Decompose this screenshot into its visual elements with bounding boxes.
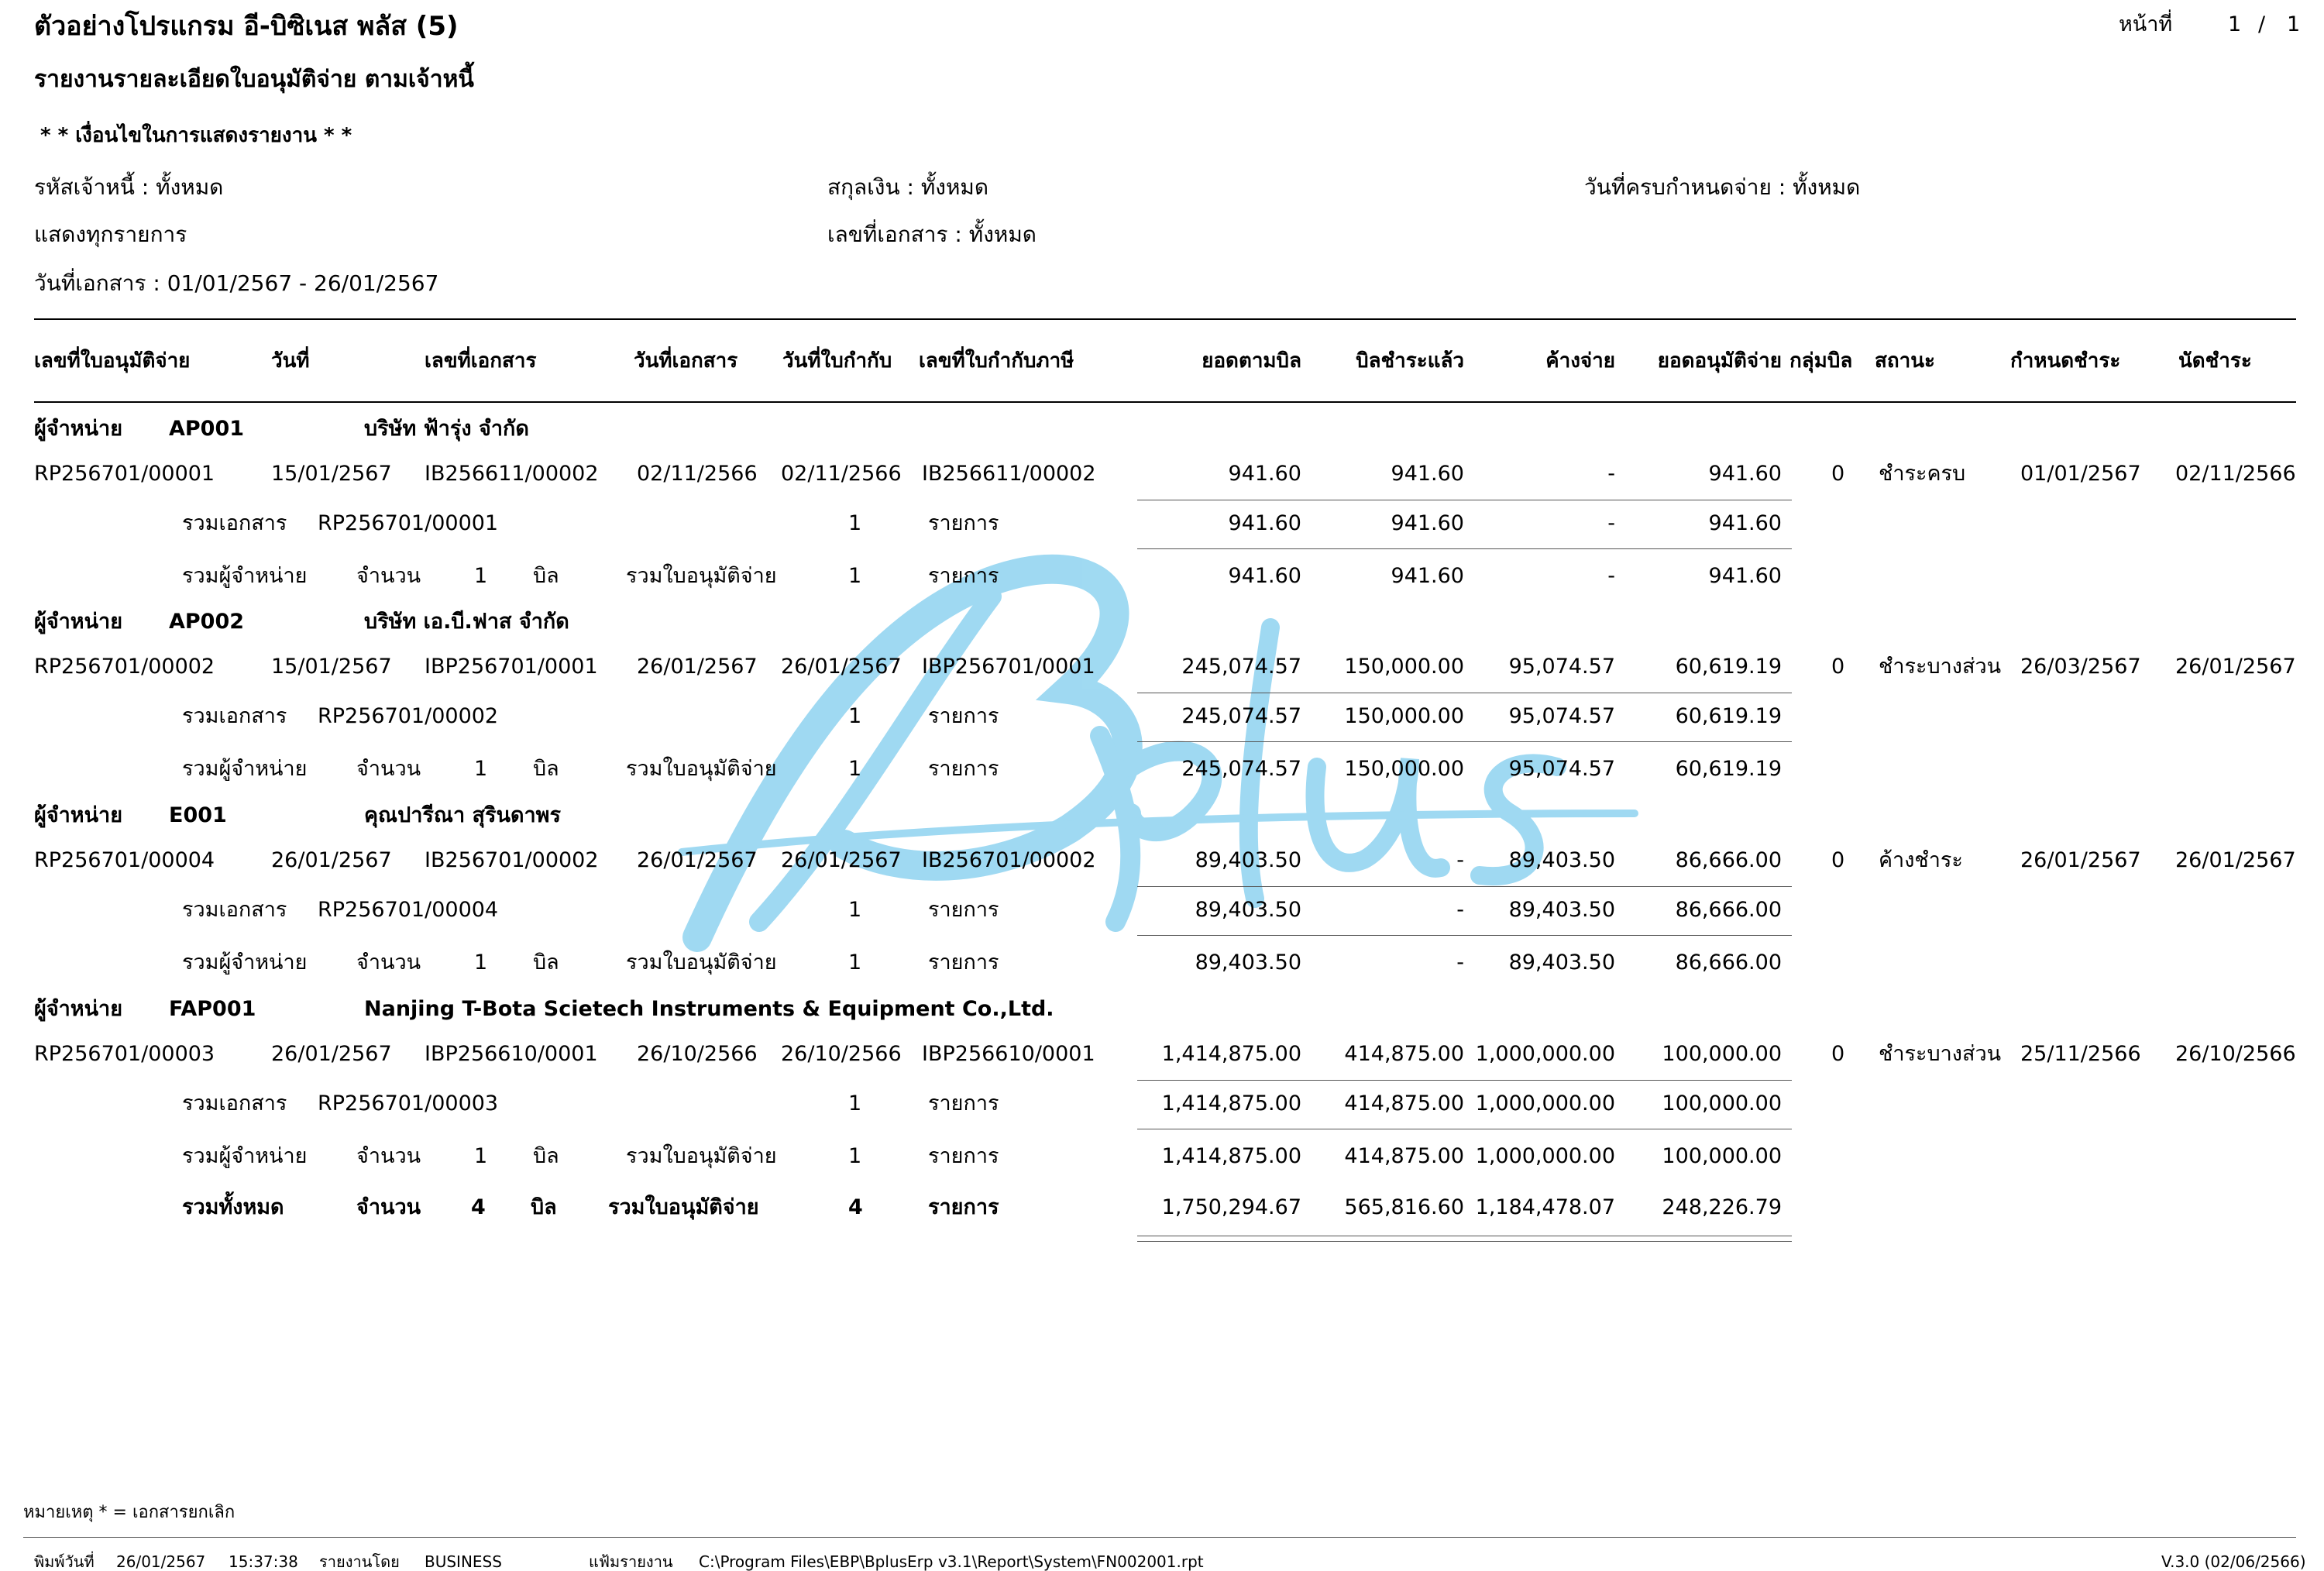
doc-sum-items-label: รายการ bbox=[928, 1091, 999, 1116]
doc-sum-items-label: รายการ bbox=[928, 511, 999, 535]
doc-sum-label: รวมเอกสาร bbox=[182, 898, 287, 922]
supplier-sum-rule bbox=[1137, 935, 1792, 936]
supplier-sum-count-label: จำนวน bbox=[356, 951, 421, 975]
supplier-sum-approve-label: รวมใบอนุมัติจ่าย bbox=[626, 951, 777, 975]
supplier-sum-bills: 1 bbox=[474, 757, 488, 781]
approve-no-cell: RP256701/00004 bbox=[34, 848, 215, 872]
doc-sum-doc: RP256701/00001 bbox=[318, 511, 499, 535]
due-cell: 26/03/2567 bbox=[2020, 655, 2141, 679]
grand-paid: 565,816.60 bbox=[1344, 1195, 1464, 1219]
doc-sum-doc: RP256701/00003 bbox=[318, 1091, 499, 1116]
grand-count-label: จำนวน bbox=[356, 1195, 421, 1219]
approved-cell: 86,666.00 bbox=[1675, 848, 1782, 872]
doc-sum-items-label: รายการ bbox=[928, 704, 999, 728]
filter-currency: สกุลเงิน : ทั้งหมด bbox=[827, 174, 989, 200]
paid-cell: - bbox=[1456, 848, 1464, 872]
group-cell: 0 bbox=[1831, 1042, 1845, 1066]
grand-bill-amount: 1,750,294.67 bbox=[1161, 1195, 1301, 1219]
due-cell: 01/01/2567 bbox=[2020, 462, 2141, 486]
bplus-watermark-logo bbox=[666, 535, 1673, 953]
col-paid: บิลชำระแล้ว bbox=[1356, 349, 1464, 373]
status-cell: ชำระบางส่วน bbox=[1879, 655, 2002, 679]
report-title: รายงานรายละเอียดใบอนุมัติจ่าย ตามเจ้าหนี้ bbox=[34, 66, 474, 93]
supplier-code: AP001 bbox=[169, 417, 245, 441]
doc-sum-count: 1 bbox=[848, 898, 862, 922]
supplier-label: ผู้จำหน่าย bbox=[34, 803, 123, 827]
supplier-code: E001 bbox=[169, 803, 227, 827]
status-cell: ค้างชำระ bbox=[1879, 848, 1963, 872]
supplier-sum-count-label: จำนวน bbox=[356, 1144, 421, 1168]
report-file-path: C:\Program Files\EBP\BplusErp v3.1\Report\System\FN002001.rpt bbox=[699, 1552, 1204, 1571]
doc-sum-paid: - bbox=[1456, 898, 1464, 922]
company-name: ตัวอย่างโปรแกรม อี-บิซิเนส พลัส (5) bbox=[34, 11, 459, 42]
approve-no-cell: RP256701/00003 bbox=[34, 1042, 215, 1066]
supplier-sum-approved: 100,000.00 bbox=[1662, 1144, 1782, 1168]
doc-sum-approved: 941.60 bbox=[1708, 511, 1782, 535]
approve-no-cell: RP256701/00002 bbox=[34, 655, 215, 679]
supplier-sum-items-label: รายการ bbox=[928, 951, 999, 975]
doc-date-cell: 26/01/2567 bbox=[637, 848, 758, 872]
footnote: หมายเหตุ * = เอกสารยกเลิก bbox=[23, 1503, 235, 1522]
doc-no-cell: IB256701/00002 bbox=[425, 848, 599, 872]
page-total: 1 bbox=[2287, 12, 2301, 36]
bill-amount-cell: 1,414,875.00 bbox=[1161, 1042, 1301, 1066]
doc-sum-count: 1 bbox=[848, 1091, 862, 1116]
doc-sum-paid: 150,000.00 bbox=[1344, 704, 1464, 728]
doc-sum-label: รวมเอกสาร bbox=[182, 511, 287, 535]
approved-cell: 941.60 bbox=[1708, 462, 1782, 486]
supplier-label: ผู้จำหน่าย bbox=[34, 417, 123, 441]
supplier-sum-approve-label: รวมใบอนุมัติจ่าย bbox=[626, 1144, 777, 1168]
col-group: กลุ่มบิล bbox=[1789, 349, 1853, 373]
supplier-sum-label: รวมผู้จำหน่าย bbox=[182, 564, 308, 588]
grand-item-count: 4 bbox=[848, 1195, 863, 1219]
supplier-sum-bill-amount: 245,074.57 bbox=[1181, 757, 1301, 781]
col-doc-no: เลขที่เอกสาร bbox=[425, 349, 537, 373]
group-cell: 0 bbox=[1831, 848, 1845, 872]
col-approved: ยอดอนุมัติจ่าย bbox=[1657, 349, 1782, 373]
supplier-sum-paid: 941.60 bbox=[1391, 564, 1464, 588]
doc-sum-outstanding: 1,000,000.00 bbox=[1475, 1091, 1615, 1116]
paid-cell: 150,000.00 bbox=[1344, 655, 1464, 679]
doc-sum-doc: RP256701/00004 bbox=[318, 898, 499, 922]
doc-sum-rule bbox=[1137, 1080, 1792, 1081]
filter-doc-date: วันที่เอกสาร : 01/01/2567 - 26/01/2567 bbox=[34, 270, 439, 296]
col-doc-date: วันที่เอกสาร bbox=[634, 349, 738, 373]
supplier-code: FAP001 bbox=[169, 997, 256, 1021]
supplier-sum-count-label: จำนวน bbox=[356, 564, 421, 588]
grand-total-label: รวมทั้งหมด bbox=[182, 1195, 284, 1219]
doc-no-cell: IBP256701/0001 bbox=[425, 655, 598, 679]
grand-outstanding: 1,184,478.07 bbox=[1475, 1195, 1615, 1219]
doc-sum-bill-amount: 89,403.50 bbox=[1195, 898, 1301, 922]
doc-date-cell: 02/11/2566 bbox=[637, 462, 758, 486]
supplier-sum-approved: 60,619.19 bbox=[1675, 757, 1782, 781]
doc-sum-count: 1 bbox=[848, 704, 862, 728]
supplier-sum-bill-amount: 89,403.50 bbox=[1195, 951, 1301, 975]
filter-doc-no: เลขที่เอกสาร : ทั้งหมด bbox=[827, 222, 1037, 247]
appoint-cell: 26/01/2567 bbox=[2175, 848, 2296, 872]
filter-creditor: รหัสเจ้าหนี้ : ทั้งหมด bbox=[34, 174, 224, 200]
doc-sum-outstanding: - bbox=[1607, 511, 1615, 535]
supplier-sum-outstanding: - bbox=[1607, 564, 1615, 588]
supplier-sum-item-count: 1 bbox=[848, 951, 862, 975]
due-cell: 25/11/2566 bbox=[2020, 1042, 2141, 1066]
supplier-sum-bills: 1 bbox=[474, 951, 488, 975]
bill-amount-cell: 245,074.57 bbox=[1181, 655, 1301, 679]
supplier-sum-count-label: จำนวน bbox=[356, 757, 421, 781]
header-bottom-rule bbox=[34, 401, 2296, 403]
supplier-sum-label: รวมผู้จำหน่าย bbox=[182, 951, 308, 975]
supplier-sum-bill-amount: 1,414,875.00 bbox=[1161, 1144, 1301, 1168]
tax-date-cell: 02/11/2566 bbox=[781, 462, 902, 486]
col-outstanding: ค้างจ่าย bbox=[1545, 349, 1615, 373]
supplier-sum-bills: 1 bbox=[474, 1144, 488, 1168]
page-number: 1 bbox=[2228, 12, 2242, 36]
paid-cell: 414,875.00 bbox=[1344, 1042, 1464, 1066]
doc-sum-outstanding: 89,403.50 bbox=[1508, 898, 1615, 922]
print-time: 15:37:38 bbox=[229, 1552, 298, 1571]
col-bill-amount: ยอดตามบิล bbox=[1202, 349, 1301, 373]
doc-sum-items-label: รายการ bbox=[928, 898, 999, 922]
doc-sum-paid: 414,875.00 bbox=[1344, 1091, 1464, 1116]
supplier-sum-approve-label: รวมใบอนุมัติจ่าย bbox=[626, 757, 777, 781]
supplier-sum-item-count: 1 bbox=[848, 1144, 862, 1168]
report-version: V.3.0 (02/06/2566) bbox=[2161, 1552, 2306, 1571]
col-approve-no: เลขที่ใบอนุมัติจ่าย bbox=[34, 349, 191, 373]
status-cell: ชำระครบ bbox=[1879, 462, 1966, 486]
due-cell: 26/01/2567 bbox=[2020, 848, 2141, 872]
doc-date-cell: 26/01/2567 bbox=[637, 655, 758, 679]
doc-sum-count: 1 bbox=[848, 511, 862, 535]
supplier-label: ผู้จำหน่าย bbox=[34, 610, 123, 634]
outstanding-cell: - bbox=[1607, 462, 1615, 486]
doc-sum-label: รวมเอกสาร bbox=[182, 704, 287, 728]
group-cell: 0 bbox=[1831, 462, 1845, 486]
bill-amount-cell: 89,403.50 bbox=[1195, 848, 1301, 872]
supplier-sum-approve-label: รวมใบอนุมัติจ่าย bbox=[626, 564, 777, 588]
grand-bill-label: บิล bbox=[531, 1195, 557, 1219]
tax-no-cell: IBP256610/0001 bbox=[922, 1042, 1095, 1066]
conditions-title: * * เงื่อนไขในการแสดงรายงาน * * bbox=[40, 124, 352, 147]
supplier-name: คุณปารีณา สุรินดาพร bbox=[364, 803, 561, 827]
supplier-sum-outstanding: 89,403.50 bbox=[1508, 951, 1615, 975]
supplier-sum-bills: 1 bbox=[474, 564, 488, 588]
doc-sum-bill-amount: 1,414,875.00 bbox=[1161, 1091, 1301, 1116]
doc-sum-doc: RP256701/00002 bbox=[318, 704, 499, 728]
supplier-sum-label: รวมผู้จำหน่าย bbox=[182, 1144, 308, 1168]
bill-amount-cell: 941.60 bbox=[1228, 462, 1301, 486]
supplier-sum-paid: - bbox=[1456, 951, 1464, 975]
supplier-sum-bill-label: บิล bbox=[533, 951, 559, 975]
supplier-sum-outstanding: 95,074.57 bbox=[1508, 757, 1615, 781]
col-tax-date: วันที่ใบกำกับ bbox=[782, 349, 892, 373]
outstanding-cell: 95,074.57 bbox=[1508, 655, 1615, 679]
supplier-sum-approved: 941.60 bbox=[1708, 564, 1782, 588]
grand-double-rule-bottom bbox=[1137, 1241, 1792, 1242]
page-label: หน้าที่ bbox=[2119, 12, 2173, 36]
col-tax-no: เลขที่ใบกำกับภาษี bbox=[919, 349, 1074, 373]
supplier-sum-label: รวมผู้จำหน่าย bbox=[182, 757, 308, 781]
supplier-name: บริษัท ฟ้ารุ่ง จำกัด bbox=[364, 417, 529, 441]
tax-no-cell: IB256611/00002 bbox=[922, 462, 1096, 486]
supplier-sum-item-count: 1 bbox=[848, 757, 862, 781]
supplier-name: บริษัท เอ.บี.ฟาส จำกัด bbox=[364, 610, 569, 634]
doc-sum-bill-amount: 245,074.57 bbox=[1181, 704, 1301, 728]
supplier-sum-items-label: รายการ bbox=[928, 1144, 999, 1168]
doc-sum-approved: 86,666.00 bbox=[1675, 898, 1782, 922]
tax-no-cell: IBP256701/0001 bbox=[922, 655, 1095, 679]
appoint-cell: 02/11/2566 bbox=[2175, 462, 2296, 486]
report-by-label: รายงานโดย bbox=[319, 1552, 400, 1571]
supplier-sum-approved: 86,666.00 bbox=[1675, 951, 1782, 975]
doc-sum-approved: 60,619.19 bbox=[1675, 704, 1782, 728]
supplier-sum-bill-amount: 941.60 bbox=[1228, 564, 1301, 588]
outstanding-cell: 89,403.50 bbox=[1508, 848, 1615, 872]
grand-approved: 248,226.79 bbox=[1662, 1195, 1782, 1219]
supplier-sum-paid: 150,000.00 bbox=[1344, 757, 1464, 781]
date-cell: 15/01/2567 bbox=[271, 655, 392, 679]
approved-cell: 60,619.19 bbox=[1675, 655, 1782, 679]
doc-sum-paid: 941.60 bbox=[1391, 511, 1464, 535]
supplier-sum-paid: 414,875.00 bbox=[1344, 1144, 1464, 1168]
supplier-sum-bill-label: บิล bbox=[533, 564, 559, 588]
col-appoint: นัดชำระ bbox=[2178, 349, 2252, 373]
header-top-rule bbox=[34, 318, 2296, 320]
filter-show-all: แสดงทุกรายการ bbox=[34, 222, 187, 247]
supplier-sum-rule bbox=[1137, 741, 1792, 742]
doc-no-cell: IBP256610/0001 bbox=[425, 1042, 598, 1066]
doc-no-cell: IB256611/00002 bbox=[425, 462, 599, 486]
col-status: สถานะ bbox=[1875, 349, 1935, 373]
print-date-label: พิมพ์วันที่ bbox=[34, 1552, 95, 1571]
supplier-sum-bill-label: บิล bbox=[533, 757, 559, 781]
doc-sum-bill-amount: 941.60 bbox=[1228, 511, 1301, 535]
appoint-cell: 26/01/2567 bbox=[2175, 655, 2296, 679]
tax-date-cell: 26/01/2567 bbox=[781, 655, 902, 679]
paid-cell: 941.60 bbox=[1391, 462, 1464, 486]
supplier-label: ผู้จำหน่าย bbox=[34, 997, 123, 1021]
col-date: วันที่ bbox=[271, 349, 310, 373]
approve-no-cell: RP256701/00001 bbox=[34, 462, 215, 486]
group-cell: 0 bbox=[1831, 655, 1845, 679]
print-date: 26/01/2567 bbox=[116, 1552, 206, 1571]
date-cell: 26/01/2567 bbox=[271, 1042, 392, 1066]
page-separator: / bbox=[2258, 12, 2266, 36]
date-cell: 15/01/2567 bbox=[271, 462, 392, 486]
supplier-sum-outstanding: 1,000,000.00 bbox=[1475, 1144, 1615, 1168]
approved-cell: 100,000.00 bbox=[1662, 1042, 1782, 1066]
supplier-sum-bill-label: บิล bbox=[533, 1144, 559, 1168]
doc-sum-outstanding: 95,074.57 bbox=[1508, 704, 1615, 728]
filter-due-date: วันที่ครบกำหนดจ่าย : ทั้งหมด bbox=[1584, 174, 1861, 200]
tax-date-cell: 26/01/2567 bbox=[781, 848, 902, 872]
doc-sum-approved: 100,000.00 bbox=[1662, 1091, 1782, 1116]
supplier-sum-rule bbox=[1137, 548, 1792, 549]
supplier-code: AP002 bbox=[169, 610, 245, 634]
supplier-sum-items-label: รายการ bbox=[928, 757, 999, 781]
appoint-cell: 26/10/2566 bbox=[2175, 1042, 2296, 1066]
supplier-sum-item-count: 1 bbox=[848, 564, 862, 588]
grand-approve-label: รวมใบอนุมัติจ่าย bbox=[608, 1195, 759, 1219]
doc-sum-label: รวมเอกสาร bbox=[182, 1091, 287, 1116]
status-cell: ชำระบางส่วน bbox=[1879, 1042, 2002, 1066]
col-due: กำหนดชำระ bbox=[2010, 349, 2121, 373]
report-file-label: แฟ้มรายงาน bbox=[589, 1552, 673, 1571]
footer-rule bbox=[23, 1537, 2296, 1538]
supplier-sum-items-label: รายการ bbox=[928, 564, 999, 588]
outstanding-cell: 1,000,000.00 bbox=[1475, 1042, 1615, 1066]
supplier-name: Nanjing T-Bota Scietech Instruments & Equipment Co.,Ltd. bbox=[364, 997, 1054, 1021]
doc-sum-rule bbox=[1137, 886, 1792, 887]
doc-date-cell: 26/10/2566 bbox=[637, 1042, 758, 1066]
date-cell: 26/01/2567 bbox=[271, 848, 392, 872]
grand-items-label: รายการ bbox=[928, 1195, 999, 1219]
grand-bill-count: 4 bbox=[471, 1195, 486, 1219]
tax-no-cell: IB256701/00002 bbox=[922, 848, 1096, 872]
tax-date-cell: 26/10/2566 bbox=[781, 1042, 902, 1066]
report-by: BUSINESS bbox=[425, 1552, 502, 1571]
